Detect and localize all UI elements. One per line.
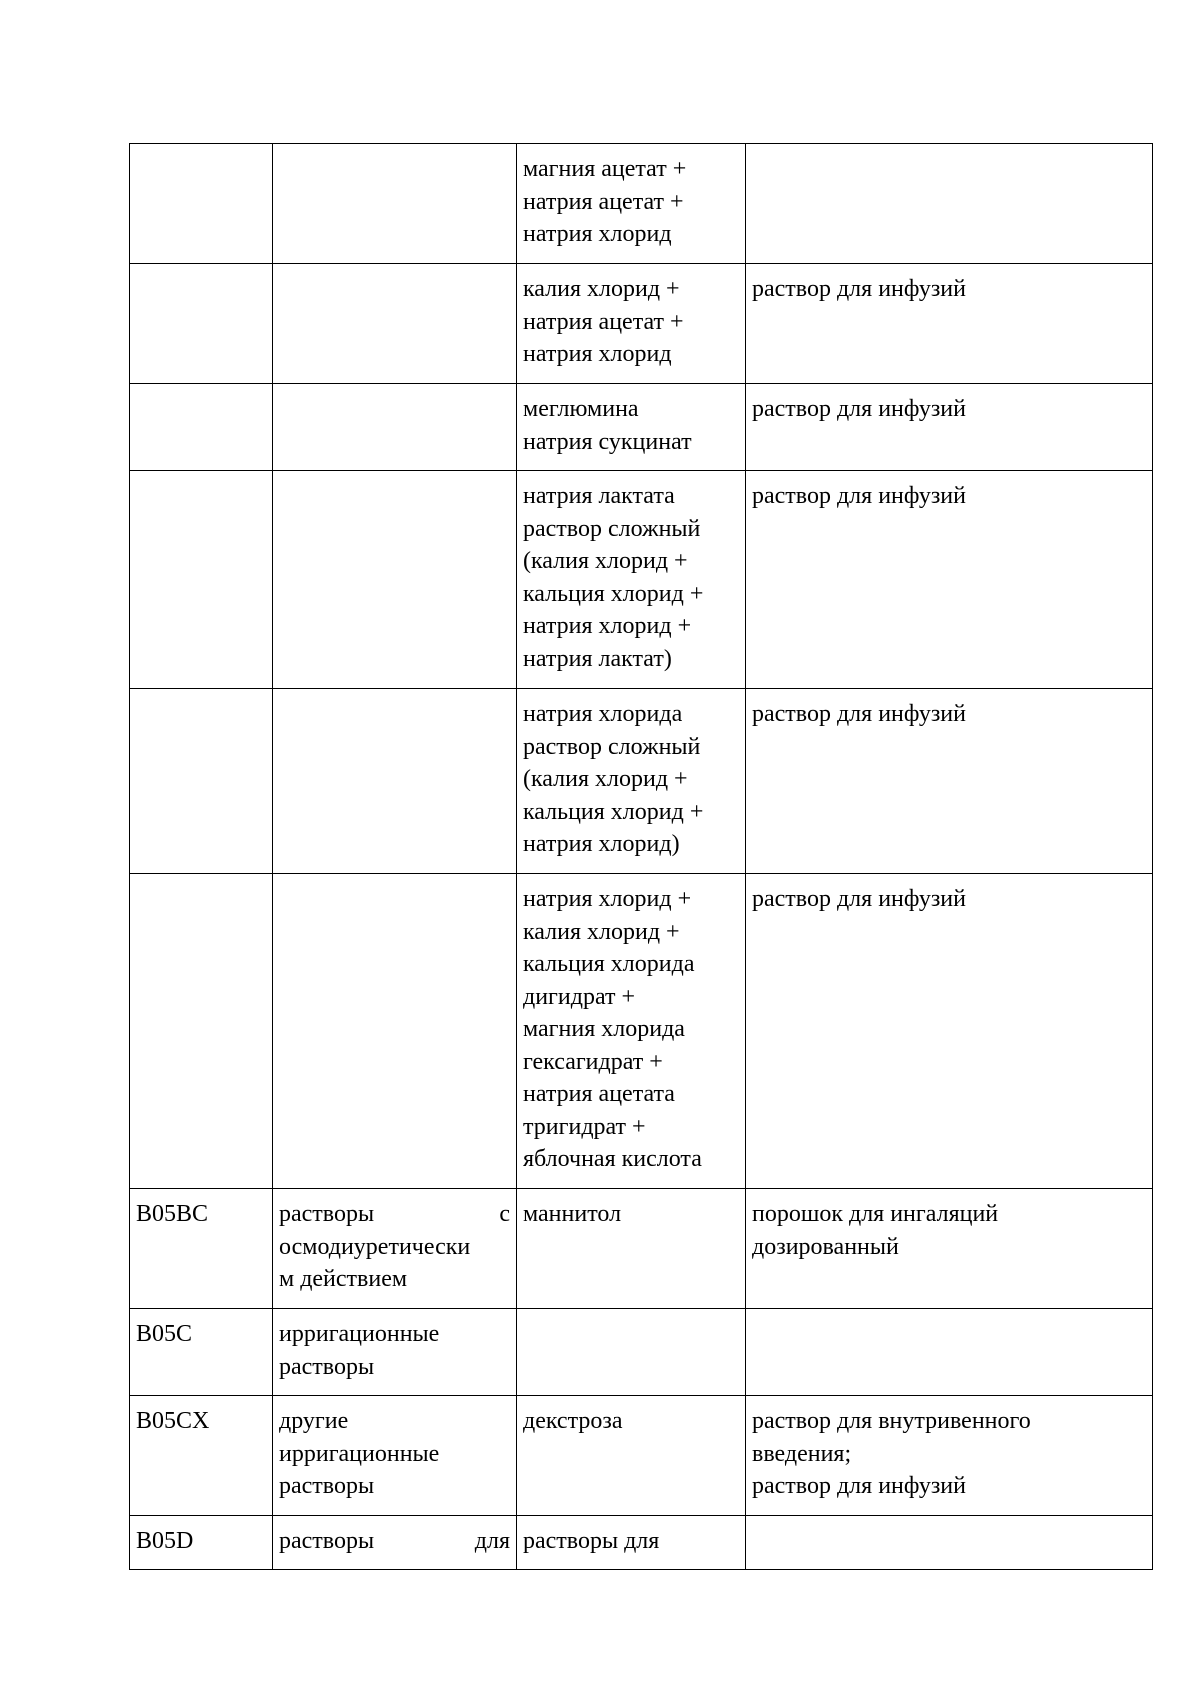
drug-line: гексагидрат + <box>523 1048 663 1075</box>
table-row <box>130 144 1153 264</box>
drug-name-cell <box>517 471 746 689</box>
form-line: раствор для инфузий <box>752 276 966 302</box>
drug-line: натрия хлорид <box>523 221 672 247</box>
table-row <box>130 1516 1153 1570</box>
drug-name-cell <box>517 144 746 264</box>
atc-code-cell <box>130 689 273 874</box>
atc-code-cell <box>130 874 273 1189</box>
group-cell <box>273 874 517 1189</box>
dosage-form-cell <box>746 1189 1153 1309</box>
table-row <box>130 384 1153 471</box>
group-cell <box>273 471 517 689</box>
drug-name-cell <box>517 384 746 471</box>
drug-line: калия хлорид + <box>523 276 680 302</box>
atc-code-cell: B05BC <box>130 1189 273 1309</box>
drug-line: натрия лактата <box>523 483 675 509</box>
table-row <box>130 1189 1153 1309</box>
drug-line: растворы для <box>523 1528 660 1554</box>
drug-line: кальция хлорид + <box>523 580 704 607</box>
form-line: раствор для инфузий <box>752 483 966 509</box>
drug-line: натрия лактат) <box>523 645 672 672</box>
drug-line: раствор сложный <box>523 733 701 760</box>
drug-line: натрия хлорид + <box>523 613 692 639</box>
drug-line: натрия хлорид + <box>523 886 692 912</box>
form-line: введения; <box>752 1440 852 1467</box>
drug-line: калия хлорид + <box>523 918 680 945</box>
drug-line: магния ацетат + <box>523 156 687 182</box>
group-cell <box>273 1189 517 1309</box>
form-line: дозированный <box>752 1233 899 1260</box>
drug-line: яблочная кислота <box>523 1146 702 1172</box>
group-cell <box>273 1396 517 1516</box>
atc-code-cell <box>130 471 273 689</box>
group-line: растворы для <box>279 1528 510 1554</box>
atc-code-cell <box>130 144 273 264</box>
drug-classification-table <box>129 143 1153 1570</box>
drug-name-cell <box>517 264 746 384</box>
group-line: другие <box>279 1408 349 1434</box>
group-cell <box>273 1516 517 1570</box>
drug-line: тригидрат + <box>523 1113 646 1140</box>
group-cell <box>273 689 517 874</box>
group-line: растворы <box>279 1473 375 1499</box>
table-row <box>130 264 1153 384</box>
dosage-form-cell <box>746 1309 1153 1396</box>
table-row <box>130 1309 1153 1396</box>
atc-code-cell <box>130 384 273 471</box>
drug-line: раствор сложный <box>523 515 701 542</box>
dosage-form-cell <box>746 471 1153 689</box>
drug-line: натрия хлорида <box>523 701 683 727</box>
drug-line: маннитол <box>523 1201 622 1227</box>
table-row <box>130 1396 1153 1516</box>
form-line: раствор для инфузий <box>752 886 966 912</box>
group-line: осмодиуретически <box>279 1233 471 1260</box>
atc-code-cell: B05CX <box>130 1396 273 1516</box>
group-line: ирригационные <box>279 1440 440 1467</box>
form-line: раствор для инфузий <box>752 701 966 727</box>
drug-line: натрия хлорид) <box>523 831 680 857</box>
drug-name-cell <box>517 1396 746 1516</box>
group-line: м действием <box>279 1266 408 1292</box>
group-cell <box>273 1309 517 1396</box>
drug-name-cell <box>517 1189 746 1309</box>
group-line: ирригационные <box>279 1321 440 1347</box>
drug-line: натрия ацетата <box>523 1081 675 1107</box>
atc-code-cell <box>130 264 273 384</box>
dosage-form-cell <box>746 689 1153 874</box>
group-line: растворы с <box>279 1201 510 1227</box>
table-row <box>130 471 1153 689</box>
drug-line: меглюмина <box>523 396 639 422</box>
atc-code-cell: B05D <box>130 1516 273 1570</box>
drug-line: натрия сукцинат <box>523 428 692 455</box>
dosage-form-cell <box>746 264 1153 384</box>
drug-line: натрия ацетат + <box>523 188 684 215</box>
group-cell <box>273 384 517 471</box>
drug-name-cell <box>517 1516 746 1570</box>
group-cell <box>273 264 517 384</box>
drug-name-cell <box>517 874 746 1189</box>
table-row <box>130 689 1153 874</box>
atc-code-cell: B05C <box>130 1309 273 1396</box>
group-line: растворы <box>279 1353 375 1380</box>
dosage-form-cell <box>746 1396 1153 1516</box>
form-line: раствор для инфузий <box>752 1473 966 1499</box>
dosage-form-cell <box>746 384 1153 471</box>
table-row <box>130 874 1153 1189</box>
drug-line: кальция хлорид + <box>523 798 704 825</box>
drug-name-cell <box>517 1309 746 1396</box>
drug-line: натрия хлорид <box>523 341 672 367</box>
dosage-form-cell <box>746 874 1153 1189</box>
group-cell <box>273 144 517 264</box>
drug-line: магния хлорида <box>523 1016 685 1042</box>
form-line: порошок для ингаляций <box>752 1201 999 1227</box>
drug-line: (калия хлорид + <box>523 548 688 574</box>
dosage-form-cell <box>746 144 1153 264</box>
drug-line: натрия ацетат + <box>523 308 684 335</box>
drug-name-cell <box>517 689 746 874</box>
drug-line: кальция хлорида <box>523 951 695 977</box>
form-line: раствор для внутривенного <box>752 1408 1031 1434</box>
drug-line: дигидрат + <box>523 983 636 1010</box>
dosage-form-cell <box>746 1516 1153 1570</box>
drug-line: (калия хлорид + <box>523 766 688 792</box>
form-line: раствор для инфузий <box>752 396 966 422</box>
drug-line: декстроза <box>523 1408 623 1434</box>
